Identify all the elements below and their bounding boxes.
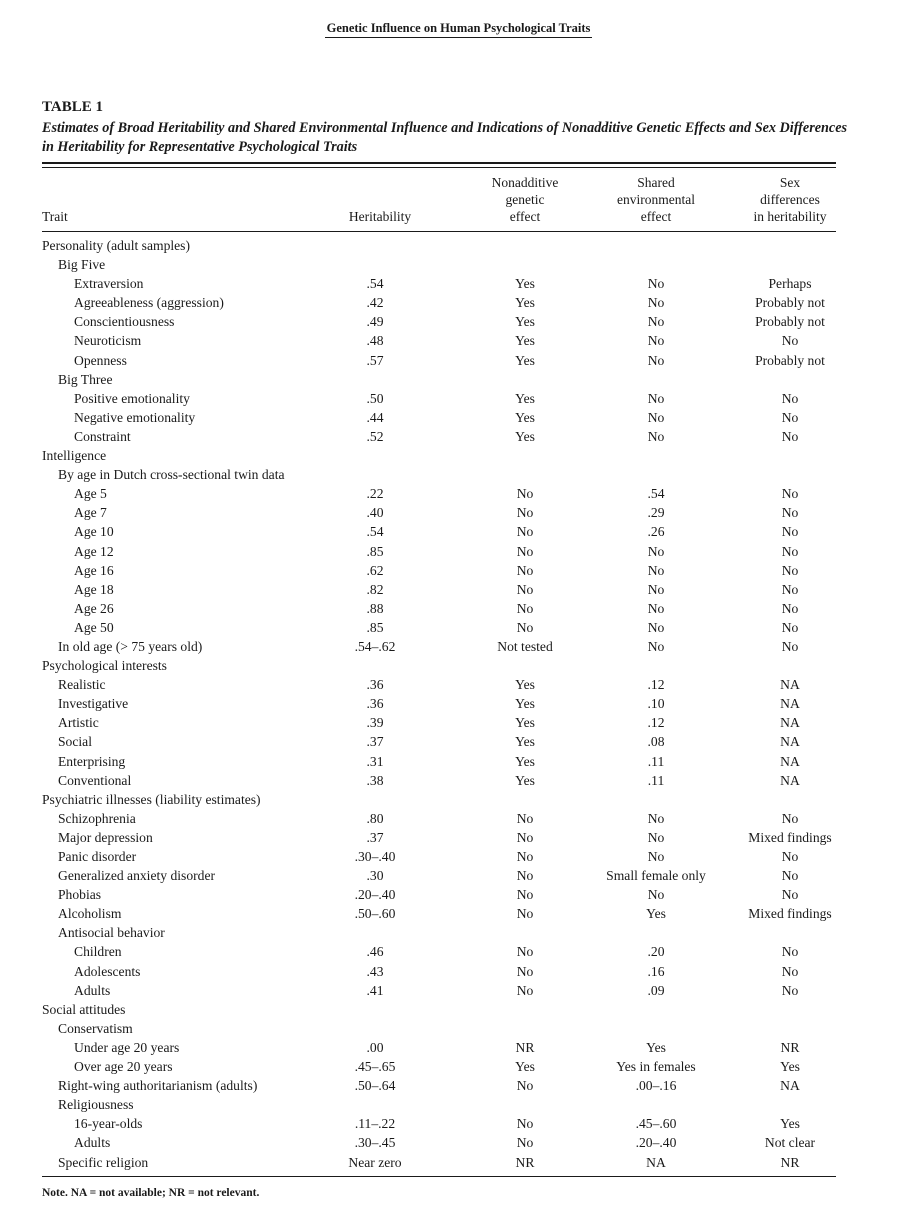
cell-sex-differences: Probably not bbox=[755, 295, 825, 311]
cell-heritability: .54 bbox=[366, 524, 384, 540]
cell-heritability: .88 bbox=[366, 600, 384, 616]
cell-heritability: .45–.65 bbox=[354, 1059, 396, 1075]
cell-heritability: .20–.40 bbox=[354, 887, 396, 903]
cell-sex-differences: NA bbox=[780, 1078, 800, 1094]
cell-nonadditive: No bbox=[516, 1116, 534, 1132]
cell-trait: Social bbox=[58, 734, 92, 750]
cell-shared-environment: .54 bbox=[647, 486, 665, 502]
cell-heritability: .37 bbox=[366, 829, 384, 845]
cell-shared-environment: No bbox=[647, 352, 665, 368]
cell-trait: Age 5 bbox=[74, 486, 107, 502]
table-row bbox=[0, 618, 917, 637]
cell-shared-environment: No bbox=[647, 810, 665, 826]
cell-sex-differences: NA bbox=[780, 753, 800, 769]
cell-sex-differences: Not clear bbox=[764, 1135, 816, 1151]
cell-shared-environment: No bbox=[647, 619, 665, 635]
cell-shared-environment: .09 bbox=[647, 982, 665, 998]
table-row bbox=[0, 542, 917, 561]
header-line: genetic bbox=[505, 192, 545, 207]
cell-heritability: .46 bbox=[366, 944, 384, 960]
cell-heritability: .40 bbox=[366, 505, 384, 521]
header-line: environmental bbox=[617, 192, 695, 207]
table-row bbox=[0, 847, 917, 866]
cell-trait: Adults bbox=[74, 982, 111, 998]
cell-nonadditive: No bbox=[516, 543, 534, 559]
cell-shared-environment: Yes bbox=[646, 906, 666, 922]
cell-nonadditive: No bbox=[516, 581, 534, 597]
cell-nonadditive: No bbox=[516, 600, 534, 616]
table-row bbox=[0, 427, 917, 446]
table-row bbox=[0, 255, 917, 274]
cell-shared-environment: NA bbox=[646, 1154, 666, 1170]
cell-trait: Social attitudes bbox=[42, 1001, 126, 1017]
cell-sex-differences: No bbox=[781, 868, 799, 884]
cell-shared-environment: .00–.16 bbox=[635, 1078, 677, 1094]
cell-nonadditive: No bbox=[516, 505, 534, 521]
cell-shared-environment: .20 bbox=[647, 944, 665, 960]
cell-shared-environment: Yes in females bbox=[616, 1059, 696, 1075]
bottom-rule bbox=[42, 1176, 836, 1177]
cell-nonadditive: Yes bbox=[515, 696, 535, 712]
cell-sex-differences: No bbox=[781, 486, 799, 502]
cell-shared-environment: No bbox=[647, 295, 665, 311]
cell-sex-differences: No bbox=[781, 810, 799, 826]
cell-sex-differences: Probably not bbox=[755, 352, 825, 368]
cell-nonadditive: Yes bbox=[515, 314, 535, 330]
cell-heritability: .62 bbox=[366, 562, 384, 578]
header-line: Shared bbox=[637, 175, 675, 190]
cell-sex-differences: NA bbox=[780, 677, 800, 693]
cell-heritability: .85 bbox=[366, 543, 384, 559]
cell-trait: Neuroticism bbox=[74, 333, 142, 349]
cell-heritability: .52 bbox=[366, 428, 384, 444]
cell-trait: Children bbox=[74, 944, 122, 960]
cell-trait: Age 18 bbox=[74, 581, 114, 597]
header-line: effect bbox=[509, 209, 541, 224]
cell-heritability: .11–.22 bbox=[354, 1116, 396, 1132]
table-row bbox=[0, 1133, 917, 1152]
cell-sex-differences: No bbox=[781, 428, 799, 444]
running-head bbox=[0, 21, 917, 36]
cell-trait: Constraint bbox=[74, 428, 131, 444]
header-line: Sex bbox=[779, 175, 801, 190]
cell-heritability: Near zero bbox=[348, 1154, 402, 1170]
cell-trait: Generalized anxiety disorder bbox=[58, 868, 216, 884]
cell-trait: In old age (> 75 years old) bbox=[58, 638, 203, 654]
table-row bbox=[0, 866, 917, 885]
cell-trait: Openness bbox=[74, 352, 127, 368]
cell-sex-differences: NR bbox=[780, 1039, 800, 1055]
cell-trait: By age in Dutch cross-sectional twin data bbox=[58, 467, 285, 483]
table-note: Note. NA = not available; NR = not relevant. bbox=[42, 1187, 260, 1199]
cell-sex-differences: No bbox=[781, 333, 799, 349]
table-row bbox=[0, 580, 917, 599]
cell-heritability: .36 bbox=[366, 696, 384, 712]
cell-heritability: .80 bbox=[366, 810, 384, 826]
cell-heritability: .43 bbox=[366, 963, 384, 979]
cell-nonadditive: Yes bbox=[515, 390, 535, 406]
cell-shared-environment: No bbox=[647, 887, 665, 903]
cell-heritability: .00 bbox=[366, 1039, 384, 1055]
table-row bbox=[0, 446, 917, 465]
header-shared bbox=[596, 174, 716, 225]
cell-trait: Adults bbox=[74, 1135, 111, 1151]
cell-sex-differences: No bbox=[781, 409, 799, 425]
header-trait: Trait bbox=[42, 209, 68, 224]
cell-trait: Extraversion bbox=[74, 276, 144, 292]
cell-sex-differences: No bbox=[781, 619, 799, 635]
cell-nonadditive: Yes bbox=[515, 772, 535, 788]
cell-sex-differences: No bbox=[781, 581, 799, 597]
header-line: differences bbox=[760, 192, 820, 207]
cell-trait: Age 12 bbox=[74, 543, 114, 559]
cell-nonadditive: No bbox=[516, 944, 534, 960]
header-line: effect bbox=[640, 209, 672, 224]
cell-shared-environment: No bbox=[647, 849, 665, 864]
table-row bbox=[0, 1038, 917, 1057]
cell-nonadditive: No bbox=[516, 524, 534, 540]
cell-nonadditive: Yes bbox=[515, 295, 535, 311]
cell-trait: Enterprising bbox=[58, 753, 126, 769]
header-rule bbox=[42, 231, 836, 232]
cell-nonadditive: No bbox=[516, 906, 534, 922]
cell-trait: Age 10 bbox=[74, 524, 114, 540]
table-row bbox=[0, 274, 917, 293]
cell-heritability: .30–.45 bbox=[354, 1135, 396, 1151]
cell-heritability: .30 bbox=[366, 868, 384, 884]
table-row bbox=[0, 351, 917, 370]
table-row bbox=[0, 713, 917, 732]
cell-shared-environment: Small female only bbox=[606, 868, 706, 884]
cell-heritability: .36 bbox=[366, 677, 384, 693]
cell-trait: Religiousness bbox=[58, 1097, 134, 1113]
table-row bbox=[0, 561, 917, 580]
cell-heritability: .54 bbox=[366, 276, 384, 292]
cell-heritability: .31 bbox=[366, 753, 384, 769]
cell-sex-differences: NA bbox=[780, 715, 800, 731]
cell-sex-differences: NA bbox=[780, 734, 800, 750]
table-row bbox=[0, 904, 917, 923]
table-row bbox=[0, 522, 917, 541]
table-row bbox=[0, 1000, 917, 1019]
table-row bbox=[0, 942, 917, 961]
cell-trait: Phobias bbox=[58, 887, 102, 903]
cell-trait: Positive emotionality bbox=[74, 390, 190, 406]
cell-shared-environment: No bbox=[647, 543, 665, 559]
cell-heritability: .22 bbox=[366, 486, 384, 502]
cell-nonadditive: Not tested bbox=[497, 638, 553, 654]
cell-nonadditive: Yes bbox=[515, 428, 535, 444]
table-row bbox=[0, 503, 917, 522]
cell-heritability: .50–.60 bbox=[354, 906, 396, 922]
cell-heritability: .30–.40 bbox=[354, 849, 396, 864]
cell-shared-environment: Yes bbox=[646, 1039, 666, 1055]
cell-trait: Negative emotionality bbox=[74, 409, 196, 425]
cell-shared-environment: No bbox=[647, 829, 665, 845]
table-row bbox=[0, 1057, 917, 1076]
cell-sex-differences: No bbox=[781, 963, 799, 979]
table-row bbox=[0, 923, 917, 942]
cell-trait: Antisocial behavior bbox=[58, 925, 165, 941]
cell-nonadditive: Yes bbox=[515, 677, 535, 693]
cell-nonadditive: No bbox=[516, 849, 534, 864]
cell-nonadditive: NR bbox=[515, 1039, 535, 1055]
table-row bbox=[0, 694, 917, 713]
table-row bbox=[0, 828, 917, 847]
cell-trait: Conscientiousness bbox=[74, 314, 175, 330]
table-row bbox=[0, 637, 917, 656]
cell-sex-differences: No bbox=[781, 849, 799, 864]
table-row bbox=[0, 1114, 917, 1133]
cell-heritability: .57 bbox=[366, 352, 384, 368]
cell-nonadditive: No bbox=[516, 562, 534, 578]
cell-sex-differences: Mixed findings bbox=[748, 906, 832, 922]
cell-trait: Specific religion bbox=[58, 1154, 149, 1170]
table-row bbox=[0, 312, 917, 331]
cell-trait: Panic disorder bbox=[58, 849, 137, 864]
cell-trait: Artistic bbox=[58, 715, 99, 731]
cell-shared-environment: .45–.60 bbox=[635, 1116, 677, 1132]
cell-shared-environment: .26 bbox=[647, 524, 665, 540]
cell-trait: Intelligence bbox=[42, 448, 107, 464]
top-rule-thin bbox=[42, 167, 836, 168]
cell-shared-environment: .11 bbox=[647, 772, 665, 788]
cell-sex-differences: No bbox=[781, 887, 799, 903]
cell-heritability: .44 bbox=[366, 409, 384, 425]
cell-trait: Under age 20 years bbox=[74, 1039, 180, 1055]
cell-sex-differences: NA bbox=[780, 772, 800, 788]
cell-sex-differences: Mixed findings bbox=[748, 829, 832, 845]
cell-nonadditive: No bbox=[516, 887, 534, 903]
cell-sex-differences: NR bbox=[780, 1154, 800, 1170]
cell-heritability: .37 bbox=[366, 734, 384, 750]
header-line: in heritability bbox=[753, 209, 827, 224]
cell-trait: Right-wing authoritarianism (adults) bbox=[58, 1078, 258, 1094]
table-row bbox=[0, 484, 917, 503]
table-row bbox=[0, 370, 917, 389]
cell-trait: Adolescents bbox=[74, 963, 141, 979]
cell-nonadditive: Yes bbox=[515, 715, 535, 731]
cell-shared-environment: No bbox=[647, 562, 665, 578]
cell-shared-environment: No bbox=[647, 428, 665, 444]
table-row bbox=[0, 293, 917, 312]
cell-sex-differences: No bbox=[781, 600, 799, 616]
cell-trait: 16-year-olds bbox=[74, 1116, 143, 1132]
table-row bbox=[0, 408, 917, 427]
cell-shared-environment: No bbox=[647, 581, 665, 597]
cell-heritability: .50–.64 bbox=[354, 1078, 396, 1094]
header-sex-differences bbox=[740, 174, 840, 225]
cell-trait: Realistic bbox=[58, 677, 106, 693]
table-row bbox=[0, 465, 917, 484]
cell-shared-environment: .11 bbox=[647, 753, 665, 769]
table-row bbox=[0, 1095, 917, 1114]
cell-shared-environment: .12 bbox=[647, 715, 665, 731]
cell-nonadditive: No bbox=[516, 963, 534, 979]
cell-nonadditive: Yes bbox=[515, 753, 535, 769]
cell-trait: Alcoholism bbox=[58, 906, 122, 922]
cell-shared-environment: .16 bbox=[647, 963, 665, 979]
cell-sex-differences: No bbox=[781, 562, 799, 578]
cell-trait: Personality (adult samples) bbox=[42, 238, 190, 253]
table-row bbox=[0, 885, 917, 904]
cell-nonadditive: No bbox=[516, 829, 534, 845]
cell-nonadditive: No bbox=[516, 982, 534, 998]
cell-trait: Psychological interests bbox=[42, 658, 167, 674]
table-row bbox=[0, 790, 917, 809]
cell-shared-environment: No bbox=[647, 600, 665, 616]
cell-heritability: .48 bbox=[366, 333, 384, 349]
cell-sex-differences: No bbox=[781, 524, 799, 540]
table-row bbox=[0, 599, 917, 618]
cell-trait: Big Five bbox=[58, 257, 106, 273]
cell-nonadditive: No bbox=[516, 810, 534, 826]
cell-nonadditive: Yes bbox=[515, 734, 535, 750]
cell-sex-differences: Probably not bbox=[755, 314, 825, 330]
cell-trait: Investigative bbox=[58, 696, 129, 712]
cell-nonadditive: Yes bbox=[515, 352, 535, 368]
header-nonadditive bbox=[470, 174, 580, 225]
cell-nonadditive: No bbox=[516, 619, 534, 635]
cell-heritability: .39 bbox=[366, 715, 384, 731]
cell-sex-differences: No bbox=[781, 390, 799, 406]
table-row bbox=[0, 331, 917, 350]
cell-trait: Major depression bbox=[58, 829, 153, 845]
running-head-text: Genetic Influence on Human Psychological Traits bbox=[325, 21, 593, 38]
cell-shared-environment: .12 bbox=[647, 677, 665, 693]
cell-shared-environment: No bbox=[647, 333, 665, 349]
table-row bbox=[0, 981, 917, 1000]
cell-nonadditive: No bbox=[516, 486, 534, 502]
table-row bbox=[0, 389, 917, 408]
cell-sex-differences: No bbox=[781, 505, 799, 521]
header-heritability: Heritability bbox=[348, 209, 412, 224]
table-body bbox=[0, 236, 917, 1172]
cell-shared-environment: .29 bbox=[647, 505, 665, 521]
cell-trait: Age 50 bbox=[74, 619, 114, 635]
table-row bbox=[0, 962, 917, 981]
cell-trait: Conventional bbox=[58, 772, 132, 788]
table-caption: Estimates of Broad Heritability and Shared Environmental Influence and Indications of Nonadditive Genetic Effects and Sex Differences in Heritability for Representative Psychological Traits bbox=[42, 120, 848, 155]
cell-heritability: .38 bbox=[366, 772, 384, 788]
header-line: Nonadditive bbox=[491, 175, 559, 190]
table-row bbox=[0, 809, 917, 828]
cell-sex-differences: Yes bbox=[780, 1059, 800, 1075]
table-row bbox=[0, 236, 917, 255]
top-rule bbox=[42, 162, 836, 164]
cell-shared-environment: No bbox=[647, 409, 665, 425]
cell-sex-differences: Perhaps bbox=[768, 276, 812, 292]
cell-trait: Over age 20 years bbox=[74, 1059, 173, 1075]
table-row bbox=[0, 1019, 917, 1038]
cell-sex-differences: NA bbox=[780, 696, 800, 712]
cell-trait: Age 26 bbox=[74, 600, 114, 616]
cell-nonadditive: Yes bbox=[515, 409, 535, 425]
cell-sex-differences: No bbox=[781, 982, 799, 998]
cell-nonadditive: Yes bbox=[515, 333, 535, 349]
cell-heritability: .49 bbox=[366, 314, 384, 330]
cell-nonadditive: Yes bbox=[515, 276, 535, 292]
cell-trait: Age 7 bbox=[74, 505, 107, 521]
cell-trait: Agreeableness (aggression) bbox=[74, 295, 224, 311]
cell-nonadditive: Yes bbox=[515, 1059, 535, 1075]
cell-trait: Psychiatric illnesses (liability estimates) bbox=[42, 791, 261, 807]
cell-trait: Schizophrenia bbox=[58, 810, 136, 826]
table-row bbox=[0, 732, 917, 751]
cell-heritability: .82 bbox=[366, 581, 384, 597]
cell-shared-environment: No bbox=[647, 390, 665, 406]
cell-heritability: .41 bbox=[366, 982, 384, 998]
cell-heritability: .42 bbox=[366, 295, 384, 311]
cell-nonadditive: No bbox=[516, 1078, 534, 1094]
cell-nonadditive: NR bbox=[515, 1154, 535, 1170]
cell-heritability: .54–.62 bbox=[354, 638, 396, 654]
cell-shared-environment: No bbox=[647, 314, 665, 330]
cell-trait: Conservatism bbox=[58, 1020, 133, 1036]
cell-shared-environment: .10 bbox=[647, 696, 665, 712]
cell-trait: Age 16 bbox=[74, 562, 114, 578]
cell-heritability: .50 bbox=[366, 390, 384, 406]
cell-nonadditive: No bbox=[516, 868, 534, 884]
table-row bbox=[0, 752, 917, 771]
cell-sex-differences: Yes bbox=[780, 1116, 800, 1132]
cell-nonadditive: No bbox=[516, 1135, 534, 1151]
cell-shared-environment: .08 bbox=[647, 734, 665, 750]
table-row bbox=[0, 1076, 917, 1095]
table-row bbox=[0, 656, 917, 675]
table-row bbox=[0, 675, 917, 694]
cell-shared-environment: .20–.40 bbox=[635, 1135, 677, 1151]
cell-sex-differences: No bbox=[781, 638, 799, 654]
cell-trait: Big Three bbox=[58, 371, 113, 387]
cell-shared-environment: No bbox=[647, 638, 665, 654]
cell-shared-environment: No bbox=[647, 276, 665, 292]
cell-heritability: .85 bbox=[366, 619, 384, 635]
table-label: TABLE 1 bbox=[42, 99, 103, 115]
table-row bbox=[0, 771, 917, 790]
cell-sex-differences: No bbox=[781, 944, 799, 960]
cell-sex-differences: No bbox=[781, 543, 799, 559]
table-row bbox=[0, 1153, 917, 1172]
